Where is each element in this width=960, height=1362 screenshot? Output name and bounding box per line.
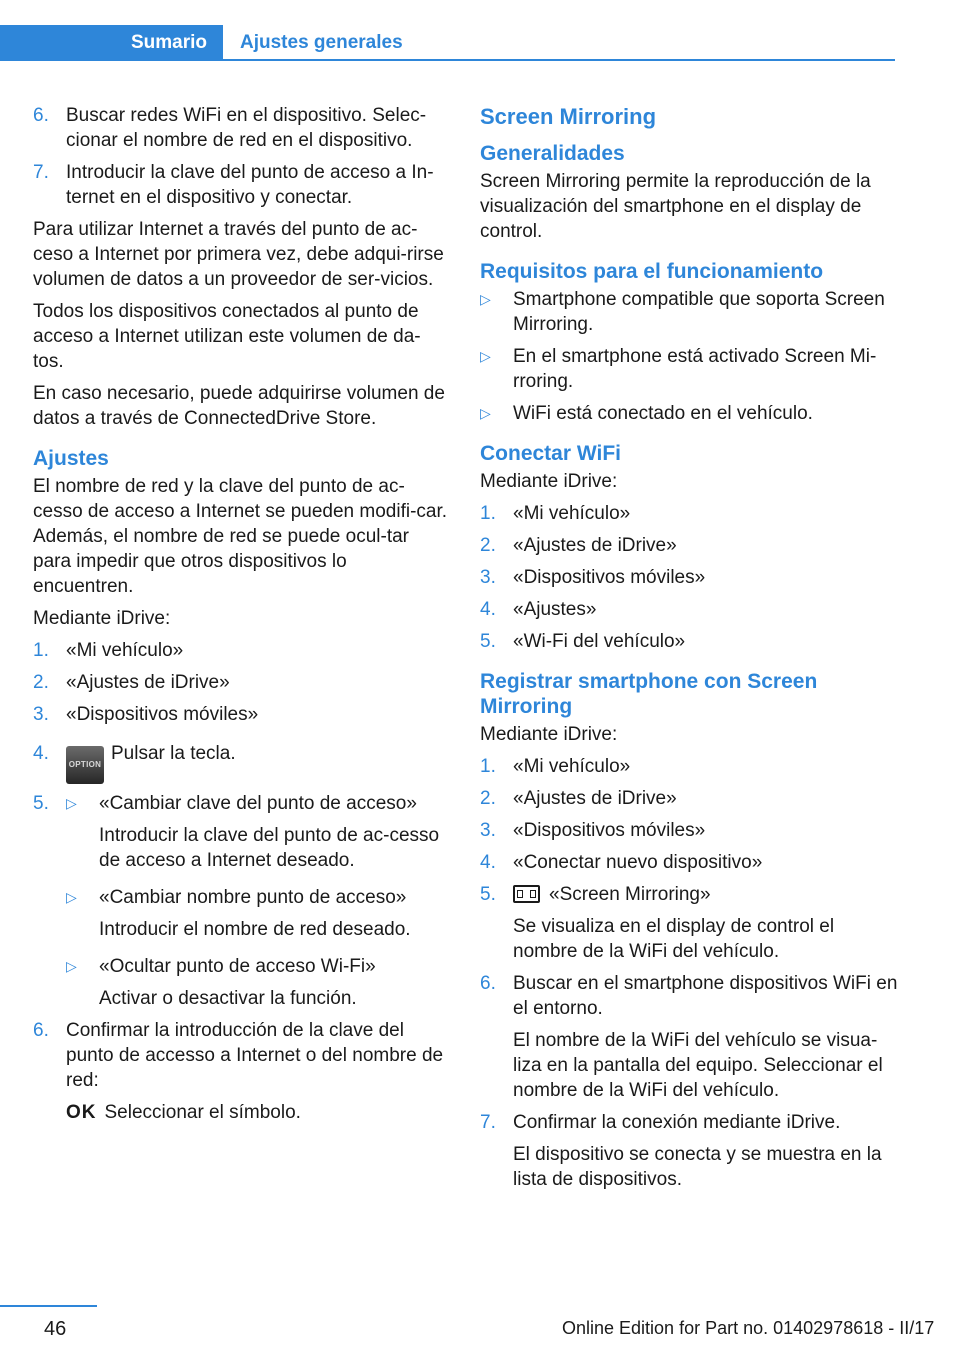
step-sub: El nombre de la WiFi del vehículo se visua-liza en la pantalla del equipo. Seleccionar el nombre de la WiFi del vehículo.	[513, 1030, 883, 1101]
header-rule	[223, 59, 895, 61]
list-item	[33, 1018, 448, 1125]
list-item	[33, 741, 448, 784]
list-item	[480, 786, 898, 811]
step-number: 4.	[33, 743, 49, 764]
left-column	[33, 103, 448, 1132]
option-title: «Cambiar clave del punto de acceso»	[99, 793, 417, 814]
option-button-icon: OPTION	[66, 746, 104, 784]
option-title: «Cambiar nombre punto de acceso»	[99, 887, 407, 908]
step-number: 2.	[480, 535, 496, 556]
screen-mirroring-icon	[513, 885, 540, 903]
step-number: 2.	[33, 672, 49, 693]
triangle-bullet-icon: ▷	[66, 795, 77, 811]
step-sub	[66, 1100, 448, 1125]
step-number: 1.	[480, 756, 496, 777]
option-desc: Introducir la clave del punto de ac-cesso de acceso a Internet deseado.	[99, 825, 440, 871]
paragraph: Mediante iDrive:	[480, 724, 618, 745]
list-item	[480, 629, 898, 654]
list-item	[480, 1110, 898, 1192]
paragraph: El nombre de red y la clave del punto de ac-cesso de acceso a Internet se pueden modifi-car. Además, el nombre de red se puede ocul-tar para impedir que otros dispositivos lo encuentren.	[33, 476, 448, 597]
step-text: «Wi-Fi del vehículo»	[513, 631, 686, 652]
step-number: 5.	[480, 631, 496, 652]
triangle-bullet-icon: ▷	[66, 889, 77, 905]
footer-rule	[0, 1305, 97, 1307]
tab-sumario[interactable]: Sumario	[0, 25, 223, 61]
list-item	[480, 850, 898, 875]
paragraph: Para utilizar Internet a través del punto de ac-ceso a Internet por primera vez, debe adqui-rirse volumen de datos a un proveedor de ser-vicios.	[33, 219, 444, 290]
register-steps-list	[480, 754, 898, 1192]
list-item	[480, 287, 898, 337]
step-number: 1.	[33, 640, 49, 661]
list-item	[33, 791, 448, 1011]
step-number: 6.	[480, 973, 496, 994]
step-text: Buscar redes WiFi en el dispositivo. Selec-cionar el nombre de red en el dispositivo.	[66, 105, 427, 151]
step-text: «Ajustes de iDrive»	[513, 535, 677, 556]
step-sub: El dispositivo se conecta y se muestra en la lista de dispositivos.	[513, 1144, 882, 1190]
step-number: 4.	[480, 852, 496, 873]
section-heading-requisitos: Requisitos para el funcionamiento	[480, 260, 824, 283]
step-text: «Mi vehículo»	[513, 756, 631, 777]
ajustes-steps-list	[33, 638, 448, 1125]
step-number: 2.	[480, 788, 496, 809]
paragraph: En caso necesario, puede adquirirse volumen de datos a través de ConnectedDrive Store.	[33, 383, 445, 429]
step-text: «Ajustes de iDrive»	[513, 788, 677, 809]
item-text: WiFi está conectado en el vehículo.	[513, 403, 813, 424]
option-item	[66, 954, 448, 1011]
step-text: Confirmar la conexión mediante iDrive.	[513, 1112, 841, 1133]
connect-steps-list	[480, 501, 898, 654]
option-title: «Ocultar punto de acceso Wi-Fi»	[99, 956, 376, 977]
right-column	[480, 103, 898, 1199]
step-text: «Screen Mirroring»	[549, 884, 711, 905]
item-text: En el smartphone está activado Screen Mi-rroring.	[513, 346, 877, 392]
step-number: 3.	[480, 820, 496, 841]
page-title: Screen Mirroring	[480, 104, 657, 129]
section-heading-ajustes: Ajustes	[33, 447, 109, 470]
step-text: «Dispositivos móviles»	[513, 820, 706, 841]
step-number: 5.	[33, 793, 49, 814]
step-text: «Ajustes de iDrive»	[66, 672, 230, 693]
step-number: 3.	[480, 567, 496, 588]
list-item	[480, 818, 898, 843]
triangle-bullet-icon: ▷	[66, 958, 77, 974]
requirements-list	[480, 287, 898, 426]
step-text: «Mi vehículo»	[513, 503, 631, 524]
step-number: 1.	[480, 503, 496, 524]
section-heading-registrar: Registrar smartphone con Screen Mirroring	[480, 670, 818, 718]
list-item	[480, 344, 898, 394]
step-number: 6.	[33, 105, 49, 126]
paragraph: Mediante iDrive:	[480, 471, 618, 492]
step-text: Introducir la clave del punto de acceso a In-ternet en el dispositivo y conectar.	[66, 162, 434, 208]
section-heading-generalidades: Generalidades	[480, 142, 625, 165]
list-item	[480, 565, 898, 590]
step-text: «Mi vehículo»	[66, 640, 184, 661]
triangle-bullet-icon: ▷	[480, 291, 491, 307]
list-item	[480, 971, 898, 1103]
step-number: 5.	[480, 884, 496, 905]
step-text: «Dispositivos móviles»	[66, 704, 259, 725]
step-number: 6.	[33, 1020, 49, 1041]
list-item	[480, 754, 898, 779]
item-text: Smartphone compatible que soporta Screen Mirroring.	[513, 289, 885, 335]
list-item	[480, 401, 898, 426]
ok-icon: OK	[66, 1102, 97, 1123]
edition-note: Online Edition for Part no. 01402978618 - II/17	[562, 1318, 935, 1338]
list-item	[33, 638, 448, 663]
list-item	[33, 160, 448, 210]
list-item	[33, 103, 448, 153]
list-item	[480, 597, 898, 622]
list-item	[480, 533, 898, 558]
step-text: Buscar en el smartphone dispositivos WiFi en el entorno.	[513, 973, 898, 1019]
option-desc: Introducir el nombre de red deseado.	[99, 919, 411, 940]
steps-top-list	[33, 103, 448, 210]
page-number: 46	[44, 1318, 67, 1340]
list-item	[33, 670, 448, 695]
paragraph: Screen Mirroring permite la reproducción de la visualización del smartphone en el display de control.	[480, 171, 871, 242]
triangle-bullet-icon: ▷	[480, 348, 491, 364]
step-sub-text: Seleccionar el símbolo.	[104, 1102, 301, 1123]
section-heading-conectar-wifi: Conectar WiFi	[480, 442, 621, 465]
option-item	[66, 791, 448, 873]
list-item	[33, 702, 448, 727]
step-sub: Se visualiza en el display de control el nombre de la WiFi del vehículo.	[513, 916, 835, 962]
step-number: 7.	[33, 162, 49, 183]
list-item	[480, 501, 898, 526]
step-number: 3.	[33, 704, 49, 725]
paragraph: Todos los dispositivos conectados al punto de acceso a Internet utilizan este volumen de da-tos.	[33, 301, 421, 372]
step-text: «Conectar nuevo dispositivo»	[513, 852, 763, 873]
list-item	[480, 882, 898, 964]
step-number: 7.	[480, 1112, 496, 1133]
step-text: «Ajustes»	[513, 599, 597, 620]
step-text: Pulsar la tecla.	[111, 743, 236, 764]
triangle-bullet-icon: ▷	[480, 405, 491, 421]
tab-ajustes-generales[interactable]: Ajustes generales	[240, 32, 403, 53]
options-list	[66, 791, 448, 1011]
option-desc: Activar o desactivar la función.	[99, 988, 357, 1009]
paragraph: Mediante iDrive:	[33, 608, 171, 629]
step-text: Confirmar la introducción de la clave del punto de accesso a Internet o del nombre de red:	[66, 1020, 444, 1091]
step-number: 4.	[480, 599, 496, 620]
step-text: «Dispositivos móviles»	[513, 567, 706, 588]
option-item	[66, 885, 448, 942]
